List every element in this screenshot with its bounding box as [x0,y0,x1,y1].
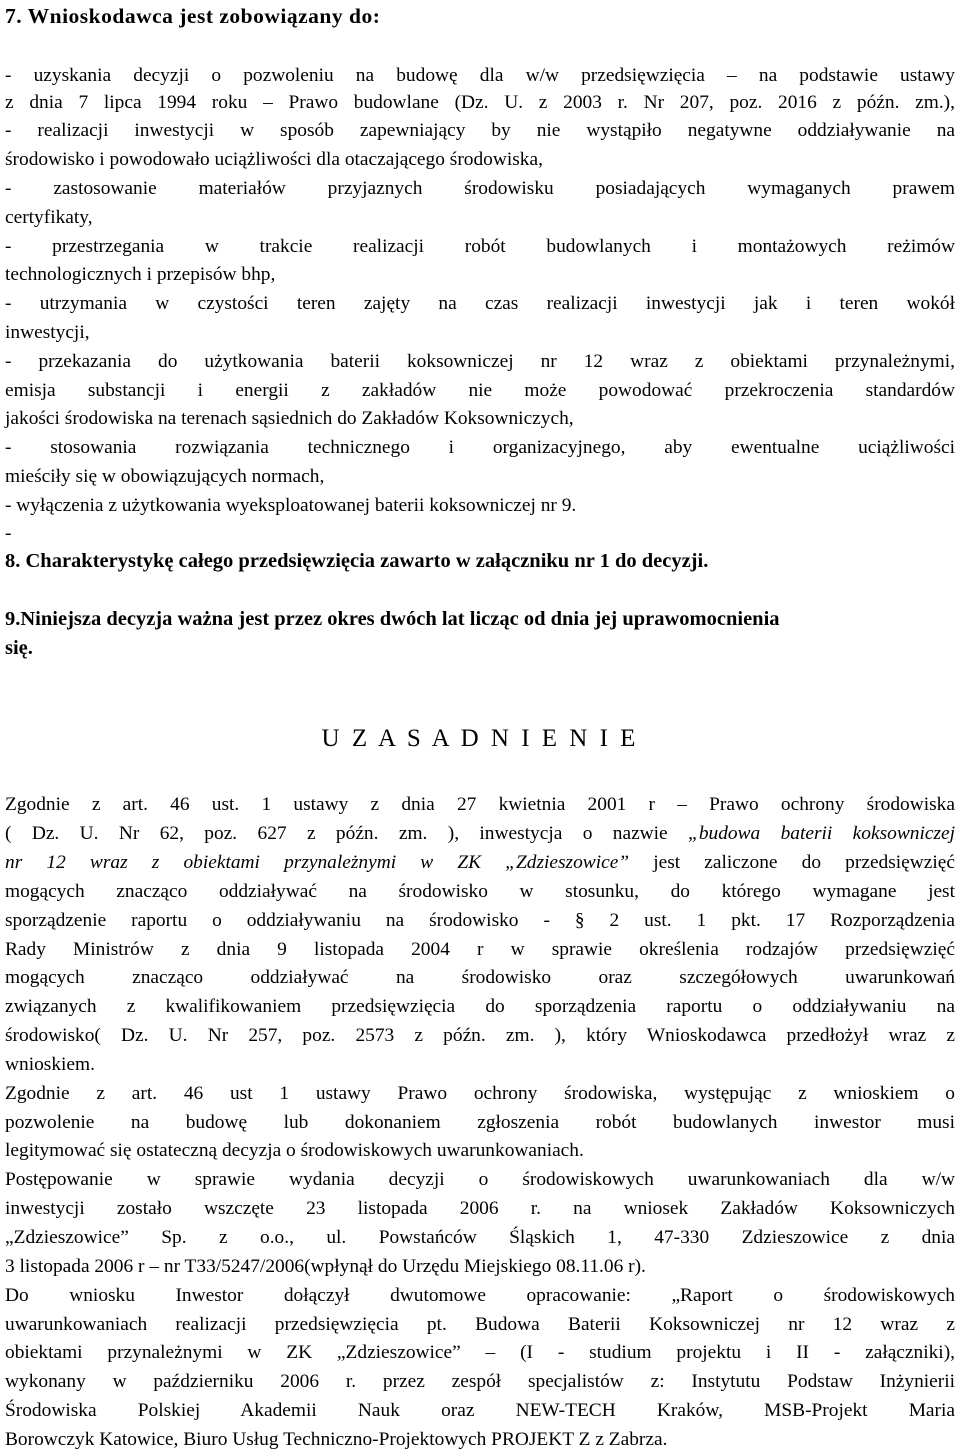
obligation-line: jakości środowiska na terenach sąsiednich do Zakładów Koksowniczych, [5,408,574,429]
justification-line: legitymować się ostateczną decyzja o środowiskowych uwarunkowaniach. [5,1140,584,1161]
justification-line: Rady Ministrów z dnia 9 listopada 2004 r w sprawie określenia rodzajów przedsięwzięć [5,939,955,960]
point-8: 8. Charakterystykę całego przedsięwzięcia zawarto w załączniku nr 1 do decyzji. [5,550,709,572]
justification-line: wnioskiem. [5,1054,95,1075]
obligation-line: środowisko i powodowało uciążliwości dla otaczającego środowiska, [5,149,543,170]
justification-text: ( Dz. U. Nr 62, poz. 627 z późn. zm. ), inwestycja o nazwie [5,823,689,844]
justification-line: Zgodnie z art. 46 ust 1 ustawy Prawo ochrony środowiska, występując z wnioskiem o [5,1083,955,1104]
point-9-line-2: się. [5,637,33,659]
section-7-heading: 7. Wnioskodawca jest zobowiązany do: [5,4,381,28]
obligation-line: - uzyskania decyzji o pozwoleniu na budowę dla w/w przedsięwzięcia – na podstawie ustawy [5,65,955,86]
project-name: „budowa baterii koksowniczej [688,823,955,844]
obligation-line: emisja substancji i energii z zakładów nie może powodować przekroczenia standardów [5,380,955,401]
obligation-line: - zastosowanie materiałów przyjaznych środowisku posiadających wymaganych prawem [5,178,955,199]
obligation-line: technologicznych i przepisów bhp, [5,264,276,285]
justification-line: obiektami przynależnymi w ZK „Zdzieszowice” – (I - studium projektu i II - załączniki), [5,1342,955,1363]
justification-text: jest zaliczone do przedsięwzięć [629,852,955,873]
justification-line: wykonany w październiku 2006 r. przez zespół specjalistów z: Instytutu Podstaw Inżynierii [5,1371,955,1392]
obligation-line: - utrzymania w czystości teren zajęty na czas realizacji inwestycji jak i teren wokół [5,293,955,314]
justification-line: mogących znacząco oddziaływać na środowisko oraz szczegółowych uwarunkowań [5,967,955,988]
project-name-cont: nr 12 wraz z obiektami przynależnymi w ZK „Zdzieszowice” [5,852,630,873]
justification-line: „Zdzieszowice” Sp. z o.o., ul. Powstańców Śląskich 1, 47-330 Zdzieszowice z dnia [5,1227,955,1248]
justification-line: Zgodnie z art. 46 ust. 1 ustawy z dnia 27 kwietnia 2001 r – Prawo ochrony środowiska [5,794,955,815]
justification-title: U Z A S A D N I E N I E [321,725,639,752]
justification-line: pozwolenie na budowę lub dokonaniem zgłoszenia robót budowlanych inwestor musi [5,1112,955,1133]
justification-line [5,848,955,877]
obligation-line: - [5,523,12,544]
obligation-line: mieściły się w obowiązujących normach, [5,466,325,487]
obligation-line: certyfikaty, [5,207,93,228]
point-9-line-1: 9.Niniejsza decyzja ważna jest przez okres dwóch lat licząc od dnia jej uprawomocnienia [5,608,780,630]
justification-line: związanych z kwalifikowaniem przedsięwzięcia do sporządzenia raportu o oddziaływaniu na [5,996,955,1017]
justification-line: Postępowanie w sprawie wydania decyzji o środowiskowych uwarunkowaniach dla w/w [5,1169,955,1190]
obligation-line: - przekazania do użytkowania baterii koksowniczej nr 12 wraz z obiektami przynależnymi, [5,351,955,372]
justification-line: 3 listopada 2006 r – nr T33/5247/2006(wpłynął do Urzędu Miejskiego 08.11.06 r). [5,1256,646,1277]
justification-line: środowisko( Dz. U. Nr 257, poz. 2573 z późn. zm. ), który Wnioskodawca przedłożył wraz z [5,1025,955,1046]
obligation-line: - realizacji inwestycji w sposób zapewniający by nie wystąpiło negatywne oddziaływanie na [5,120,955,141]
justification-line: mogących znacząco oddziaływać na środowisko w stosunku, do którego wymagane jest [5,881,955,902]
obligation-line: - przestrzegania w trakcie realizacji robót budowlanych i montażowych reżimów [5,236,955,257]
justification-line: Do wniosku Inwestor dołączył dwutomowe opracowanie: „Raport o środowiskowych [5,1285,955,1306]
justification-line: inwestycji zostało wszczęte 23 listopada 2006 r. na wniosek Zakładów Koksowniczych [5,1198,955,1219]
justification-line: Borowczyk Katowice, Biuro Usług Techniczno-Projektowych PROJEKT Z z Zabrza. [5,1429,668,1450]
justification-line [5,819,955,848]
justification-line: sporządzenie raportu o oddziaływaniu na środowisko - § 2 ust. 1 pkt. 17 Rozporządzenia [5,910,955,931]
obligation-line: - wyłączenia z użytkowania wyeksploatowanej baterii koksowniczej nr 9. [5,495,577,516]
obligation-line: - stosowania rozwiązania technicznego i organizacyjnego, aby ewentualne uciążliwości [5,437,955,458]
obligation-line: inwestycji, [5,322,90,343]
justification-line: Środowiska Polskiej Akademii Nauk oraz NEW-TECH Kraków, MSB-Projekt Maria [5,1400,955,1421]
obligation-line: z dnia 7 lipca 1994 roku – Prawo budowlane (Dz. U. z 2003 r. Nr 207, poz. 2016 z późn. zm.), [5,92,955,113]
justification-line: uwarunkowaniach realizacji przedsięwzięcia pt. Budowa Baterii Koksowniczej nr 12 wraz z [5,1314,955,1335]
